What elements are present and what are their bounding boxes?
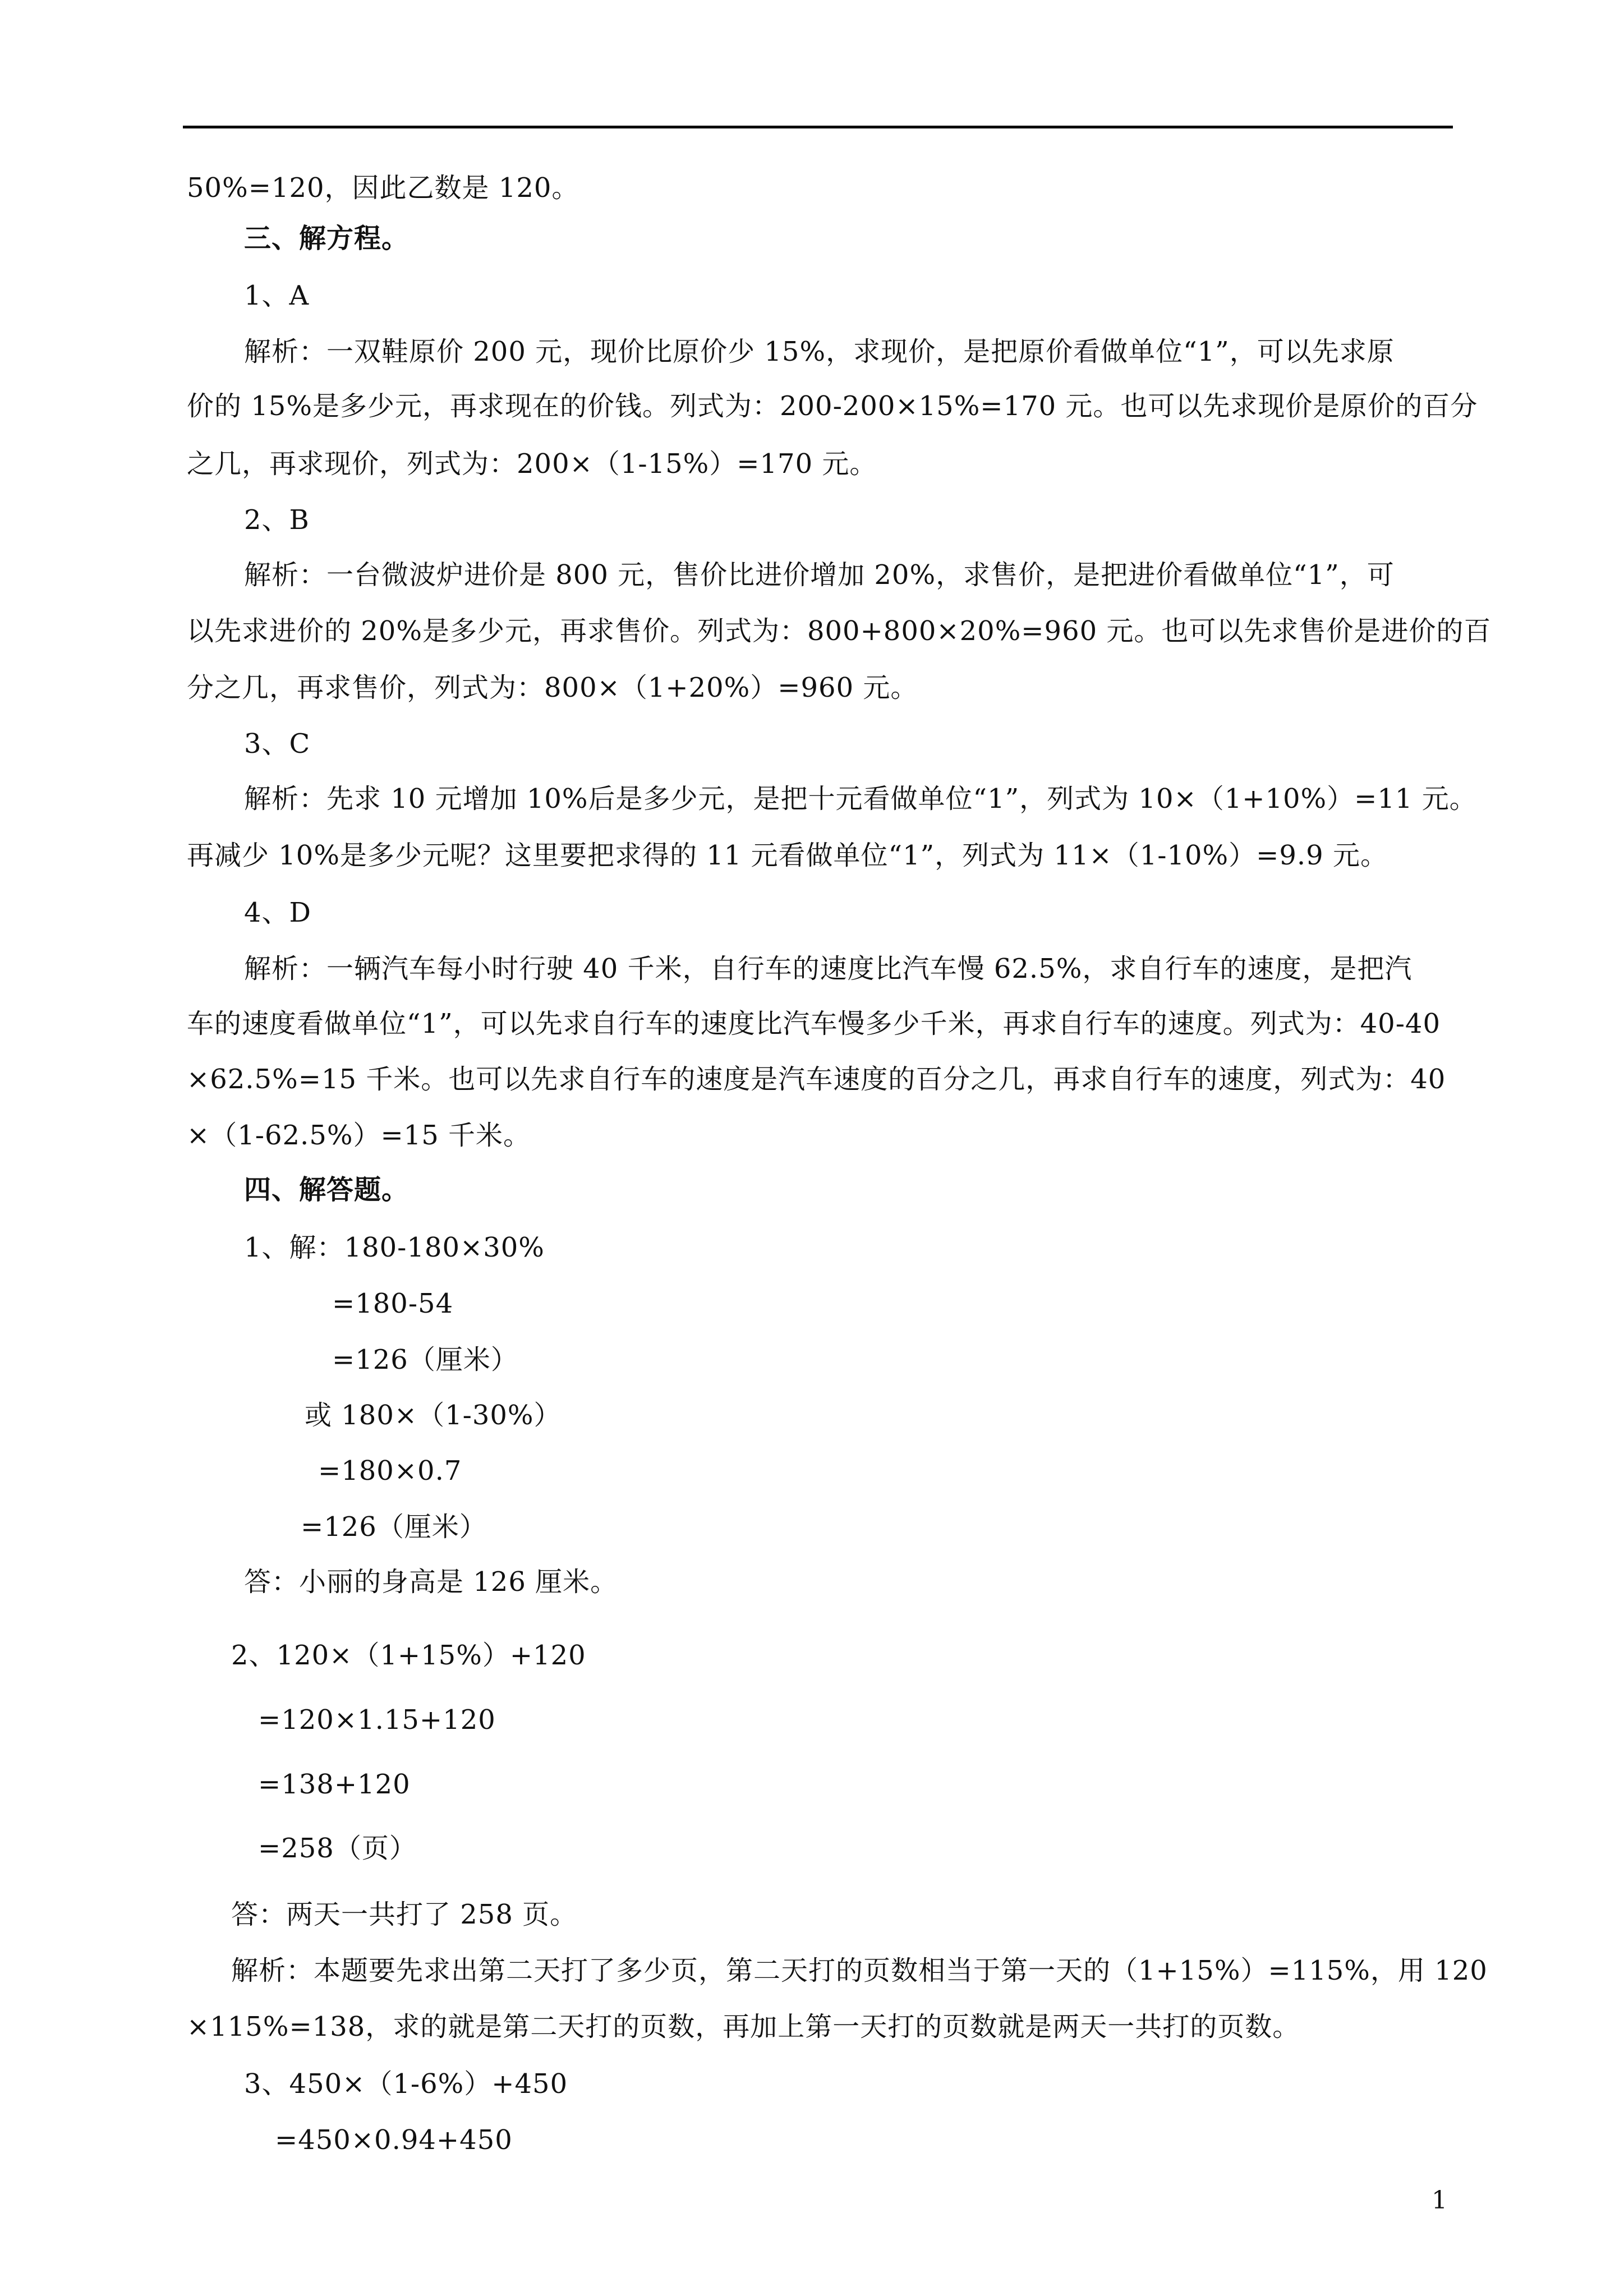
equation-line: =180×0.7 bbox=[318, 1455, 462, 1487]
equation-line: =258（页） bbox=[258, 1833, 417, 1864]
text-line: 50%=120，因此乙数是 120。 bbox=[187, 172, 579, 204]
equation-line: 2、120×（1+15%）+120 bbox=[231, 1640, 586, 1671]
section-heading: 三、解方程。 bbox=[244, 223, 410, 254]
text-line: 之几，再求现价，列式为：200×（1-15%）=170 元。 bbox=[187, 448, 877, 480]
text-line: ×115%=138，求的就是第二天打的页数，再加上第一天打的页数就是两天一共打的页数。 bbox=[187, 2011, 1300, 2042]
header-rule bbox=[183, 126, 1453, 128]
equation-line: =120×1.15+120 bbox=[258, 1704, 496, 1736]
text-line: 解析：一辆汽车每小时行驶 40 千米，自行车的速度比汽车慢 62.5%，求自行车的速度，是把汽 bbox=[244, 953, 1413, 984]
answer-line: 3、C bbox=[244, 728, 311, 760]
answer-line: 答：小丽的身高是 126 厘米。 bbox=[244, 1566, 618, 1598]
equation-line: =450×0.94+450 bbox=[275, 2124, 513, 2156]
section-heading: 四、解答题。 bbox=[244, 1174, 410, 1205]
answer-line: 4、D bbox=[244, 897, 312, 928]
equation-line: 1、解：180-180×30% bbox=[244, 1232, 545, 1263]
text-line: 再减少 10%是多少元呢？这里要把求得的 11 元看做单位“1”，列式为 11×（1-10%）=9.9 元。 bbox=[187, 840, 1388, 871]
equation-line: =126（厘米） bbox=[332, 1344, 518, 1375]
text-line: 车的速度看做单位“1”，可以先求自行车的速度比汽车慢多少千米，再求自行车的速度。列式为：40-40 bbox=[187, 1008, 1441, 1039]
equation-line: =180-54 bbox=[332, 1288, 454, 1319]
equation-line: 3、450×（1-6%）+450 bbox=[244, 2068, 568, 2100]
answer-line: 1、A bbox=[244, 280, 310, 311]
text-line: 解析：一双鞋原价 200 元，现价比原价少 15%，求现价，是把原价看做单位“1”，可以先求原 bbox=[244, 336, 1395, 367]
text-line: 解析：本题要先求出第二天打了多少页，第二天打的页数相当于第一天的（1+15%）=115%，用 120 bbox=[231, 1955, 1488, 1986]
text-line: 价的 15%是多少元，再求现在的价钱。列式为：200-200×15%=170 元。也可以先求现价是原价的百分 bbox=[187, 390, 1478, 422]
text-line: 以先求进价的 20%是多少元，再求售价。列式为：800+800×20%=960 元。也可以先求售价是进价的百 bbox=[187, 615, 1492, 647]
equation-line: 或 180×（1-30%） bbox=[305, 1400, 562, 1431]
equation-line: =138+120 bbox=[258, 1769, 411, 1800]
page-number: 1 bbox=[1432, 2186, 1447, 2215]
text-line: 分之几，再求售价，列式为：800×（1+20%）=960 元。 bbox=[187, 672, 918, 703]
text-line: 解析：一台微波炉进价是 800 元，售价比进价增加 20%，求售价，是把进价看做单位“1”，可 bbox=[244, 559, 1395, 591]
answer-line: 答：两天一共打了 258 页。 bbox=[231, 1899, 578, 1930]
text-line: 解析：先求 10 元增加 10%后是多少元，是把十元看做单位“1”，列式为 10×（1+10%）=11 元。 bbox=[244, 783, 1477, 815]
equation-line: =126（厘米） bbox=[301, 1511, 487, 1543]
text-line: ×（1-62.5%）=15 千米。 bbox=[187, 1120, 531, 1151]
answer-line: 2、B bbox=[244, 504, 310, 536]
text-line: ×62.5%=15 千米。也可以先求自行车的速度是汽车速度的百分之几，再求自行车的速度，列式为：40 bbox=[187, 1064, 1446, 1095]
